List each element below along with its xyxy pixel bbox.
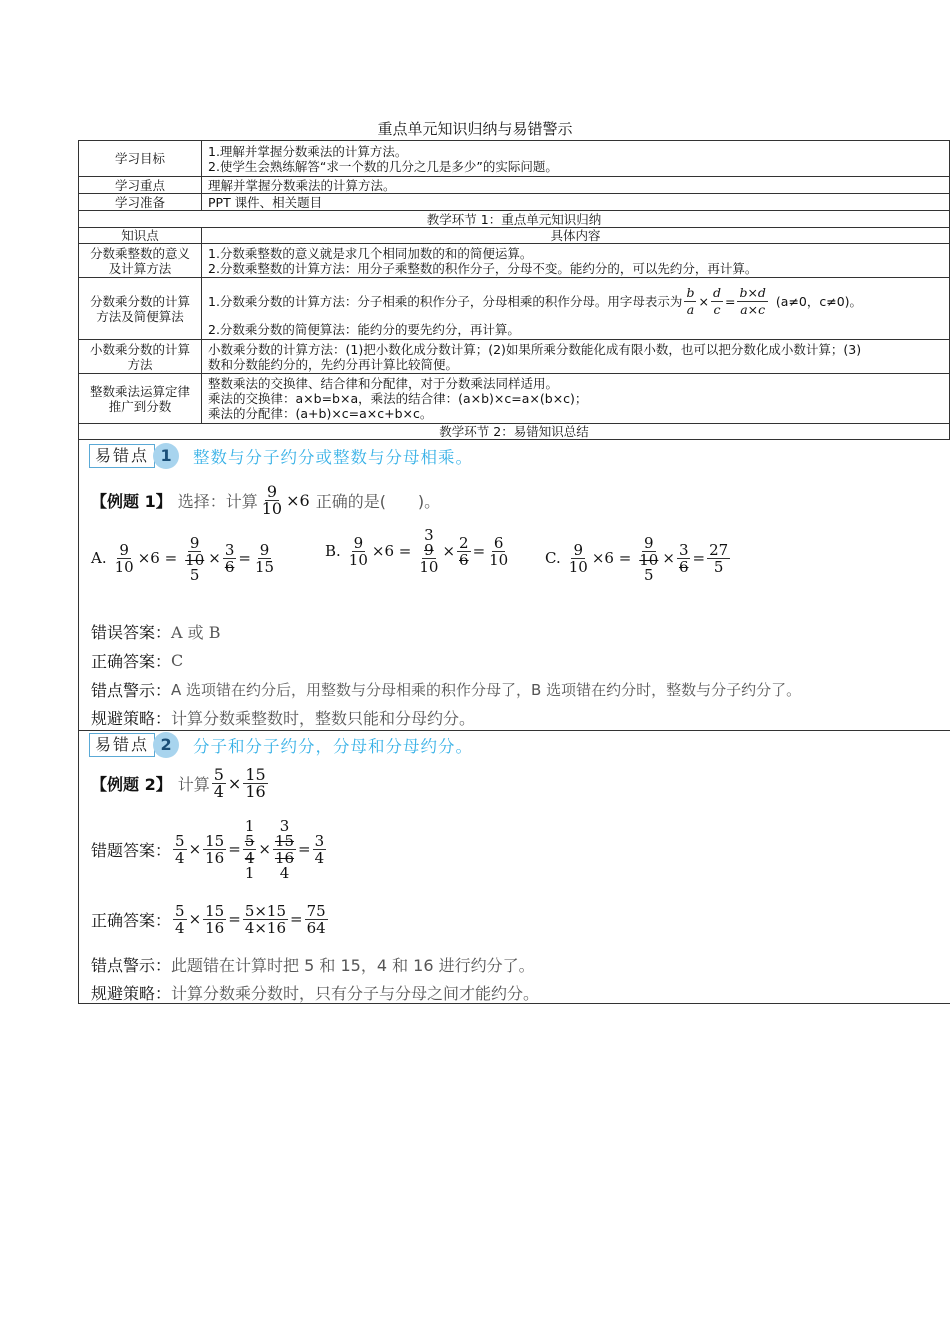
error-point-tag xyxy=(89,733,473,757)
strategy-value: 计算分数乘分数时，只有分子与分母之间才能约分。 xyxy=(171,984,540,1003)
goal-label: 学习目标 xyxy=(79,141,202,177)
error-point-tag xyxy=(89,444,473,468)
warning xyxy=(91,678,801,701)
warning xyxy=(91,953,535,976)
knowledge-label: 分数乘整数的意义及计算方法 xyxy=(79,244,202,278)
formula-fraction: $\frac{d}{c}$ xyxy=(712,284,721,317)
wrong-answer-value: A 或 B xyxy=(171,623,221,642)
correct-solution: 正确答案： $\frac{5}{4}$ × $\frac{15}{16}$ = $\frac{5\times 15}{4\times 16}$ = $\frac{75}{64}$ xyxy=(91,902,326,937)
content-line: 整数乘法的交换律、结合律和分配律，对于分数乘法同样适用。 xyxy=(208,376,559,391)
knowledge-label: 小数乘分数的计算方法 xyxy=(79,340,202,374)
content-line: 数和分数能约分的，先约分再计算比较简便。 xyxy=(208,356,459,372)
content-line: 乘法的交换律：a×b=b×a，乘法的结合律：(a×b)×c=a×(b×c)； xyxy=(208,391,588,406)
error-point-number: 1 xyxy=(153,443,179,469)
formula-line: 1.分数乘分数的计算方法：分子相乘的积作分子，分母相乘的积作分母。用字母表示为 $\frac{b}{a}$ × $\frac{d}{c}$ = $\frac{b\times d}{a\times c}$ (a≠0，c≠0)。 xyxy=(208,284,863,317)
page-title: 重点单元知识归纳与易错警示 xyxy=(377,120,573,138)
fraction: $\frac{9}{10}$ xyxy=(261,482,283,518)
strategy xyxy=(91,981,539,1004)
knowledge-label: 整数乘法运算定律推广到分数 xyxy=(79,374,202,424)
table-row xyxy=(79,141,950,177)
error-point-heading: 分子和分子约分，分母和分母约分。 xyxy=(193,737,474,756)
knowledge-table xyxy=(78,140,950,440)
error-point-2-box xyxy=(78,730,950,1004)
goal-content xyxy=(202,141,950,177)
formula-fraction: $\frac{b}{a}$ xyxy=(686,284,695,317)
content-line: 1.分数乘整数的意义就是求几个相同加数的和的简便运算。 xyxy=(208,245,533,261)
strategy xyxy=(91,706,475,729)
warning-value: A 选项错在约分后，用整数与分母相乘的积作分母了，B 选项错在约分时，整数与分子约分了。 xyxy=(171,681,802,699)
content-line: 乘法的分配律：(a+b)×c=a×c+b×c。 xyxy=(208,406,433,421)
table-row xyxy=(79,244,950,278)
warning-label: 错点警示： xyxy=(91,681,172,700)
warning-label: 错点警示： xyxy=(91,956,172,975)
correct-solution-label: 正确答案： xyxy=(91,911,172,930)
strategy-value: 计算分数乘整数时，整数只能和分母约分。 xyxy=(171,709,476,728)
content-line: 1.分数乘分数的计算方法：分子相乘的积作分子，分母相乘的积作分母。用字母表示为 xyxy=(208,293,683,309)
wrong-answer-label: 错误答案： xyxy=(91,623,172,642)
section-header: 教学环节 1：重点单元知识归纳 xyxy=(79,211,950,228)
wrong-solution-label: 错题答案： xyxy=(91,841,172,860)
knowledge-content xyxy=(202,340,950,374)
strategy-label: 规避策略： xyxy=(91,709,172,728)
table-row xyxy=(79,424,950,440)
option-a: A. $\frac{9}{10}$ ×6 = $\frac{9}{10}$ 5 × $\frac{3}{6}$ = $\frac{9}{15}$ xyxy=(91,534,275,584)
focus-content: 理解并掌握分数乘法的计算方法。 xyxy=(202,177,950,194)
content-line: 2.分数乘分数的简便算法：能约分的要先约分，再计算。 xyxy=(208,322,520,337)
content-line: 2.分数乘整数的计算方法：用分子乘整数的积作分子，分母不变。能约分的，可以先约分，再计算。 xyxy=(208,260,758,276)
example-label: 【例题 2】 xyxy=(91,775,172,794)
wrong-answer xyxy=(91,620,221,643)
content-line: 小数乘分数的计算方法：(1)把小数化成分数计算；(2)如果所乘分数能化成有限小数，也可以把分数化成小数计算；(3) xyxy=(208,341,862,357)
error-point-label: 易错点 xyxy=(89,733,155,757)
table-row xyxy=(79,278,950,340)
right-answer-label: 正确答案： xyxy=(91,652,172,671)
table-row xyxy=(79,177,950,194)
goal-item: 1.理解并掌握分数乘法的计算方法。 xyxy=(208,143,408,159)
table-row xyxy=(79,194,950,211)
table-row xyxy=(79,211,950,228)
knowledge-label: 分数乘分数的计算方法及简便算法 xyxy=(79,278,202,340)
example-tail: 正确的是( )。 xyxy=(315,492,441,511)
section-header: 教学环节 2：易错知识总结 xyxy=(79,424,950,440)
right-answer xyxy=(91,649,183,672)
option-c: C. $\frac{9}{10}$ ×6 = $\frac{9}{10}$ 5 × $\frac{3}{6}$ = $\frac{27}{5}$ xyxy=(545,534,729,584)
strategy-label: 规避策略： xyxy=(91,984,172,1003)
table-row xyxy=(79,340,950,374)
column-header: 知识点 xyxy=(79,228,202,244)
example-2: 【例题 2】 计算 $\frac{5}{4}$ × $\frac{15}{16}$ xyxy=(91,765,266,801)
warning-value: 此题错在计算时把 5 和 15，4 和 16 进行约分了。 xyxy=(171,956,535,975)
error-point-heading: 整数与分子约分或整数与分母相乘。 xyxy=(193,448,474,467)
formula-condition: (a≠0，c≠0)。 xyxy=(775,293,863,309)
example-text: 选择：计算 xyxy=(177,492,258,511)
table-row xyxy=(79,228,950,244)
knowledge-content xyxy=(202,244,950,278)
column-header: 具体内容 xyxy=(202,228,950,244)
prep-content: PPT 课件、相关题目 xyxy=(202,194,950,211)
wrong-solution: 错题答案： $\frac{5}{4}$ × $\frac{15}{16}$ = 1 $\frac{5}{4}$ 1 × 3 $\frac{15}{16}$ 4 = $\frac{3}{4}$ xyxy=(91,817,325,882)
error-point-label: 易错点 xyxy=(89,444,155,468)
goal-item: 2.使学生会熟练解答“求一个数的几分之几是多少”的实际问题。 xyxy=(208,158,558,174)
example-label: 【例题 1】 xyxy=(91,492,172,511)
prep-label: 学习准备 xyxy=(79,194,202,211)
error-point-number: 2 xyxy=(153,732,179,758)
fraction: $\frac{5}{4}$ xyxy=(213,765,224,801)
error-point-1-box xyxy=(78,440,950,731)
example-1: 【例题 1】 选择：计算 $\frac{9}{10}$ ×6 正确的是( )。 xyxy=(91,482,441,518)
knowledge-content xyxy=(202,278,950,340)
right-answer-value: C xyxy=(171,651,184,670)
knowledge-content xyxy=(202,374,950,424)
example-text: 计算 xyxy=(177,775,210,794)
option-b: B. $\frac{9}{10}$ ×6 = 3 $\frac{9}{10}$ × $\frac{2}{6}$ = $\frac{6}{10}$ xyxy=(325,526,509,576)
fraction: $\frac{15}{16}$ xyxy=(245,765,266,801)
formula-fraction: $\frac{b\times d}{a\times c}$ xyxy=(739,284,766,317)
table-row xyxy=(79,374,950,424)
focus-label: 学习重点 xyxy=(79,177,202,194)
